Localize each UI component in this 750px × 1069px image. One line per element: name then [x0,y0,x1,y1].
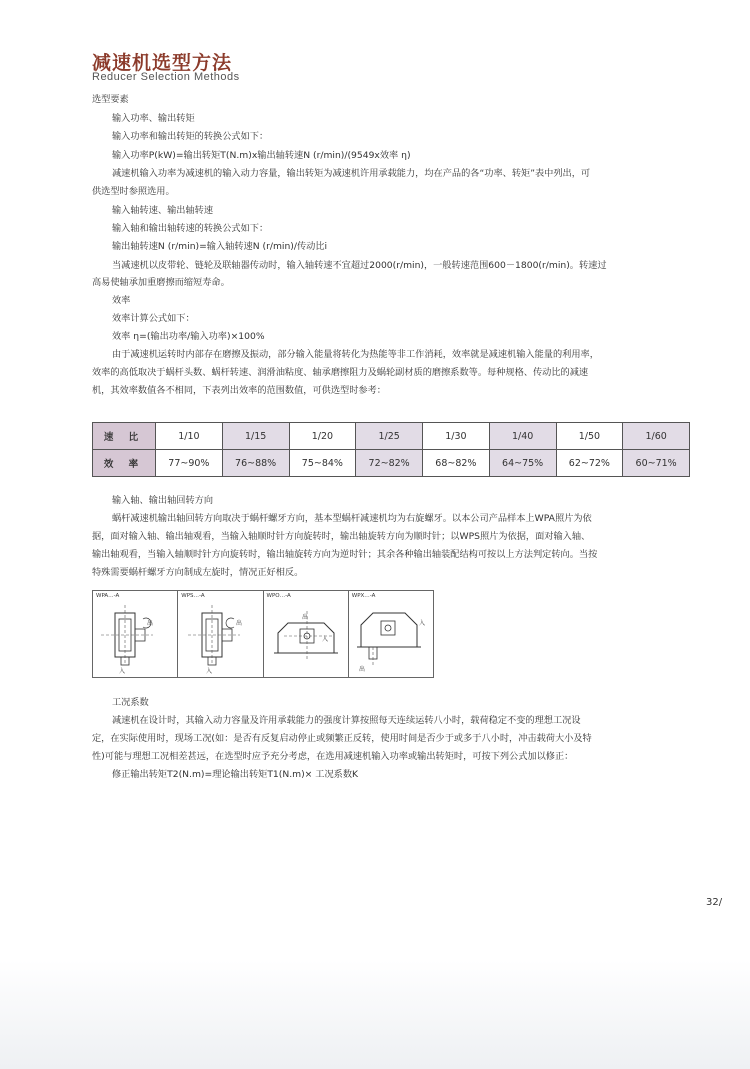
efficiency-intro: 效率计算公式如下： [112,313,195,324]
ratio-cell: 1/20 [289,423,356,450]
paragraph-line: 蜗杆减速机输出轴回转方向取决于蜗杆螺牙方向，基本型蜗杆减速机均为右旋螺牙。以本公司产品样本上WPA照片为依 [112,513,592,524]
power-formula: 输入功率P(kW)=输出转矩T(N.m)x输出轴转速N (r/min)/(9549x效率 η) [112,150,411,161]
diagram-wpa [93,591,178,677]
section-heading-selection: 选型要素 [92,94,129,105]
diagram-label: WPX…-A [351,593,376,599]
page-number: 32/ [706,897,723,908]
in-label: 入 [119,668,126,675]
wpo-gearbox-icon [264,591,349,677]
paragraph-line: 特殊需要蜗杆螺牙方向制成左旋时，情况正好相反。 [92,567,304,578]
rotation-diagrams [92,590,434,678]
efficiency-cell: 76~88% [222,450,289,477]
efficiency-formula: 效率 η=(输出功率/输入功率)×100% [112,331,265,342]
section-heading-rotation: 输入轴、输出轴回转方向 [112,495,214,506]
paragraph-line: 供选型时参照选用。 [92,186,175,197]
speed-formula: 输出轴转速N (r/min)=输入轴转速N (r/min)/传动比i [112,241,328,252]
efficiency-cell: 68~82% [423,450,490,477]
paragraph-line: 当减速机以皮带轮、链轮及联轴器传动时，输入轴转速不宜超过2000(r/min)，一般转速范围600－1800(r/min)。转速过 [112,260,607,271]
out-label: 出 [147,620,154,627]
ratio-cell: 1/60 [623,423,690,450]
wps-gearbox-icon [178,591,263,677]
page-subtitle: Reducer Selection Methods [92,71,240,83]
efficiency-cell: 75~84% [289,450,356,477]
in-label: 入 [418,620,425,627]
ratio-cell: 1/50 [556,423,623,450]
ratio-cell: 1/10 [156,423,223,450]
paragraph-line: 据，面对输入轴、输出轴观看，当输入轴顺时针方向旋转时，输出轴旋转方向为顺时针；以WPS照片为依据，面对输入轴、 [92,531,591,542]
in-label: 入 [206,668,213,675]
efficiency-cell: 77~90% [156,450,223,477]
speed-intro: 输入轴和输出轴转速的转换公式如下： [112,223,269,234]
page-bottom-shadow [0,960,750,1069]
torque-correction-formula: 修正输出转矩T2(N.m)=理论输出转矩T1(N.m)× 工况系数K [112,769,359,780]
wpx-gearbox-icon [349,591,434,677]
ratio-cell: 1/15 [222,423,289,450]
in-label: 入 [321,636,328,643]
wpa-gearbox-icon [93,591,178,677]
subheading-efficiency: 效率 [112,295,131,306]
row-label-efficiency: 效 率 [93,450,156,477]
out-label: 出 [301,614,308,621]
table-row-ratio [93,423,690,450]
efficiency-cell: 64~75% [489,450,556,477]
efficiency-cell: 62~72% [556,450,623,477]
formula-intro: 输入功率和输出转矩的转换公式如下： [112,131,269,142]
paragraph-line: 高易使轴承加重磨擦而缩短寿命。 [92,277,230,288]
paragraph-line: 机，其效率数值各不相同，下表列出效率的范围数值，可供选型时参考： [92,385,386,396]
paragraph-line: 效率的高低取决于蜗杆头数、蜗杆转速、润滑油粘度、轴承磨擦阻力及蜗轮副材质的磨擦系数等。每种规格、传动比的减速 [92,367,589,378]
row-label-ratio: 速 比 [93,423,156,450]
efficiency-cell: 72~82% [356,450,423,477]
efficiency-table [92,422,690,477]
out-label: 出 [236,620,243,627]
diagram-label: WPA…-A [96,593,120,599]
paragraph-line: 输出轴观看，当输入轴顺时针方向旋转时，输出轴旋转方向为逆时针；其余各种输出轴装配结构可按以上方法判定转向。当按 [92,549,598,560]
diagram-wpo [264,591,349,677]
diagram-wps [178,591,263,677]
paragraph-line: 减速机在设计时，其输入动力容量及许用承载能力的强度计算按照每天连续运转八小时，载荷稳定不变的理想工况设 [112,715,581,726]
table-row-efficiency [93,450,690,477]
diagram-label: WPO…-A [266,593,291,599]
out-label: 出 [358,666,365,673]
ratio-cell: 1/25 [356,423,423,450]
paragraph-line: 减速机输入功率为减速机的输入动力容量，输出转矩为减速机许用承载能力，均在产品的各“功率、转矩”表中列出，可 [112,168,591,179]
paragraph-line: 定，在实际使用时，现场工况(如：是否有反复启动停止或频繁正反转，使用时间是否少于或多于八小时，冲击载荷大小及特 [92,733,592,744]
diagram-label: WPS…-A [181,593,205,599]
paragraph-line: 由于减速机运转时内部存在磨擦及振动，部分输入能量将转化为热能等非工作消耗，效率就是减速机输入能量的利用率， [112,349,599,360]
page-title: 减速机选型方法 [92,52,233,74]
ratio-cell: 1/40 [489,423,556,450]
diagram-wpx [349,591,433,677]
subheading-speed: 输入轴转速、输出轴转速 [112,205,214,216]
subheading-power-torque: 输入功率、输出转矩 [112,113,195,124]
ratio-cell: 1/30 [423,423,490,450]
efficiency-cell: 60~71% [623,450,690,477]
section-heading-service-factor: 工况系数 [112,697,149,708]
paragraph-line: 性)可能与理想工况相差甚远，在选型时应予充分考虑，在选用减速机输入功率或输出转矩时，可按下列公式加以修正： [92,751,574,762]
